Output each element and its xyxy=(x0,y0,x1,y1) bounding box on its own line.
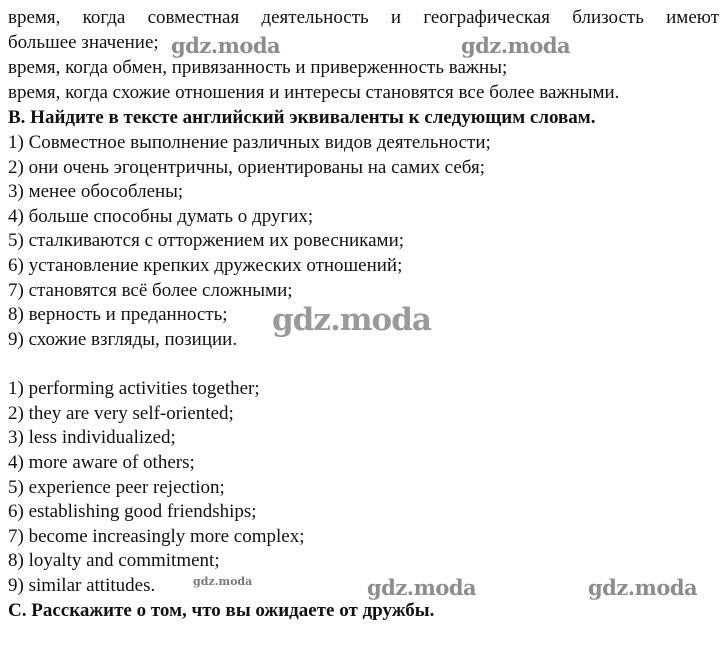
english-item-5: 5) experience peer rejection; xyxy=(8,477,225,498)
watermark-bottom-middle: gdz.moda xyxy=(367,575,477,600)
english-item-1: 1) performing activities together; xyxy=(8,378,260,399)
russian-item-4: 4) больше способны думать о других; xyxy=(8,206,314,227)
english-item-9: 9) similar attitudes. xyxy=(8,575,156,596)
english-item-7: 7) become increasingly more complex; xyxy=(8,526,305,547)
intro-line-4: время, когда схожие отношения и интересы становятся все более важными. xyxy=(8,82,620,103)
english-item-8: 8) loyalty and commitment; xyxy=(8,550,220,571)
watermark-bottom-right: gdz.moda xyxy=(588,575,698,600)
russian-item-1: 1) Совместное выполнение различных видов деятельности; xyxy=(8,132,491,153)
intro-line-1: время, когда совместная деятельность и географическая близость имеют xyxy=(8,7,719,28)
watermark-top-right: gdz.moda xyxy=(461,33,571,58)
watermark-center: gdz.moda xyxy=(272,302,431,338)
english-item-2: 2) they are very self-oriented; xyxy=(8,403,234,424)
intro-line-2: большее значение; xyxy=(8,32,159,53)
russian-item-2: 2) они очень эгоцентричны, ориентированы на самих себя; xyxy=(8,157,485,178)
russian-item-3: 3) менее обособлены; xyxy=(8,181,184,202)
russian-item-9: 9) схожие взгляды, позиции. xyxy=(8,329,238,350)
watermark-top-left: gdz.moda xyxy=(171,33,281,58)
russian-item-6: 6) установление крепких дружеских отношений; xyxy=(8,255,403,276)
russian-item-7: 7) становятся всё более сложными; xyxy=(8,280,293,301)
english-item-6: 6) establishing good friendships; xyxy=(8,501,257,522)
russian-item-8: 8) верность и преданность; xyxy=(8,304,228,325)
section-c-heading: C. Расскажите о том, что вы ожидаете от дружбы. xyxy=(8,600,435,621)
english-item-3: 3) less individualized; xyxy=(8,427,176,448)
watermark-small: gdz.moda xyxy=(193,575,253,588)
english-item-4: 4) more aware of others; xyxy=(8,452,195,473)
intro-line-3: время, когда обмен, привязанность и приверженность важны; xyxy=(8,57,508,78)
section-b-heading: B. Найдите в тексте английский эквиваленты к следующим словам. xyxy=(8,107,596,128)
russian-item-5: 5) сталкиваются с отторжением их ровесниками; xyxy=(8,230,405,251)
